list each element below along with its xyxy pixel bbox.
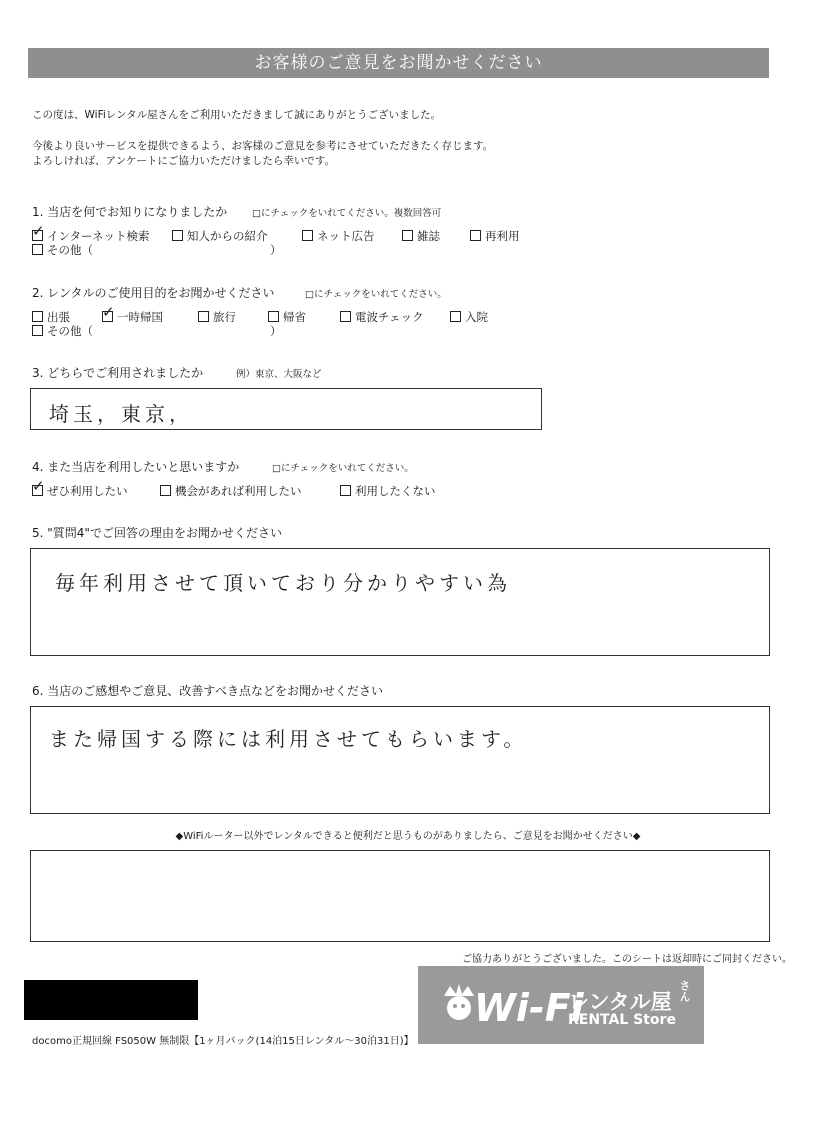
q5-answer-field[interactable] — [30, 548, 770, 656]
q2-note: □にチェックをいれてください。 — [305, 289, 447, 300]
q4-option-no[interactable]: 利用したくない — [340, 483, 436, 499]
q5-answer-text: 毎年利用させて頂いており分かりやすい為 — [55, 571, 511, 595]
checkbox-icon[interactable] — [32, 244, 43, 255]
q2-option-other[interactable]: その他（ — [32, 323, 93, 339]
q5-label: 5. "質問4"でご回答の理由をお聞かせください — [32, 526, 282, 540]
q2-other-close: ） — [270, 324, 282, 338]
q7-label: ◆WiFiルーター以外でレンタルできると便利だと思うものがありましたら、ご意見をお聞かせください◆ — [175, 831, 641, 842]
q6-label: 6. 当店のご感想やご意見、改善すべき点などをお聞かせください — [32, 684, 384, 698]
logo-sub-text: RENTAL Store — [568, 1012, 676, 1028]
q4-option-if-chance[interactable]: 機会があれば利用したい — [160, 483, 302, 499]
intro-line-2: 今後より良いサービスを提供できるよう、お客様のご意見を参考にさせていただきたく存じます。 — [32, 140, 494, 152]
checkbox-icon[interactable] — [470, 230, 481, 241]
intro-line-3: よろしければ、アンケートにご協力いただけましたら幸いです。 — [32, 155, 336, 167]
q2-option-travel[interactable]: 旅行 — [198, 309, 236, 325]
q6-answer-text: また帰国する際には利用させてもらいます。 — [49, 727, 528, 751]
q2-option-hospital[interactable]: 入院 — [450, 309, 488, 325]
checkbox-icon[interactable] — [302, 230, 313, 241]
checkbox-icon[interactable] — [450, 311, 461, 322]
q4-label: 4. また当店を利用したいと思いますか — [32, 460, 240, 474]
q1-option-reuse[interactable]: 再利用 — [470, 228, 520, 244]
q3-label: 3. どちらでご利用されましたか — [32, 366, 204, 380]
checkbox-checked-icon[interactable] — [32, 485, 43, 496]
redacted-block — [24, 980, 198, 1020]
checkbox-icon[interactable] — [340, 311, 351, 322]
checkbox-icon[interactable] — [268, 311, 279, 322]
checkbox-checked-icon[interactable] — [102, 311, 113, 322]
q2-option-business[interactable]: 出張 — [32, 309, 70, 325]
crown-mascot-icon — [440, 982, 478, 1022]
q2-option-return-home[interactable]: ✓ 一時帰国 — [102, 309, 163, 325]
q1-note: □にチェックをいれてください。複数回答可 — [252, 208, 442, 219]
q1-option-internet[interactable]: ✓インターネット検索 — [32, 228, 149, 244]
checkbox-icon[interactable] — [172, 230, 183, 241]
q2-option-homecoming[interactable]: 帰省 — [268, 309, 306, 325]
logo-jp-text: レンタル屋 — [568, 990, 672, 1014]
checkbox-icon[interactable] — [32, 311, 43, 322]
q3-answer-field[interactable] — [30, 388, 542, 430]
page-title: お客様のご意見をお聞かせください — [28, 48, 769, 78]
checkbox-icon[interactable] — [402, 230, 413, 241]
q1-option-ad[interactable]: ネット広告 — [302, 228, 375, 244]
intro-line-1: この度は、WiFiレンタル屋さんをご利用いただきまして誠にありがとうございました。 — [32, 109, 442, 121]
logo-san-text: さん — [678, 980, 691, 1002]
q1-option-magazine[interactable]: 雑誌 — [402, 228, 440, 244]
checkbox-checked-icon[interactable] — [32, 230, 43, 241]
q1-option-referral[interactable]: 知人からの紹介 — [172, 228, 268, 244]
thanks-note: ご協力ありがとうございました。このシートは返却時にご同封ください。 — [462, 954, 792, 965]
plan-info: docomo正規回線 FS050W 無制限【1ヶ月パック(14泊15日レンタル～30泊31日)】 — [32, 1036, 414, 1047]
q2-option-signal-check[interactable]: 電波チェック — [340, 309, 424, 325]
checkbox-icon[interactable] — [198, 311, 209, 322]
q3-answer-text: 埼玉，東京， — [49, 402, 193, 426]
q6-answer-field[interactable] — [30, 706, 770, 814]
q1-option-other[interactable]: その他（ — [32, 242, 93, 258]
q2-label: 2. レンタルのご使用目的をお聞かせください — [32, 286, 275, 300]
logo-wifi-text: Wi-Fi — [474, 986, 584, 1030]
store-logo — [418, 966, 704, 1044]
checkbox-icon[interactable] — [160, 485, 171, 496]
q1-label: 1. 当店を何でお知りになりましたか — [32, 205, 228, 219]
q7-answer-field[interactable] — [30, 850, 770, 942]
checkbox-icon[interactable] — [32, 325, 43, 336]
q4-note: □にチェックをいれてください。 — [272, 463, 414, 474]
q4-option-definitely[interactable]: ✓ぜひ利用したい — [32, 483, 128, 499]
q1-other-close: ） — [270, 243, 282, 257]
checkbox-icon[interactable] — [340, 485, 351, 496]
q3-note: 例）東京、大阪など — [236, 369, 322, 380]
